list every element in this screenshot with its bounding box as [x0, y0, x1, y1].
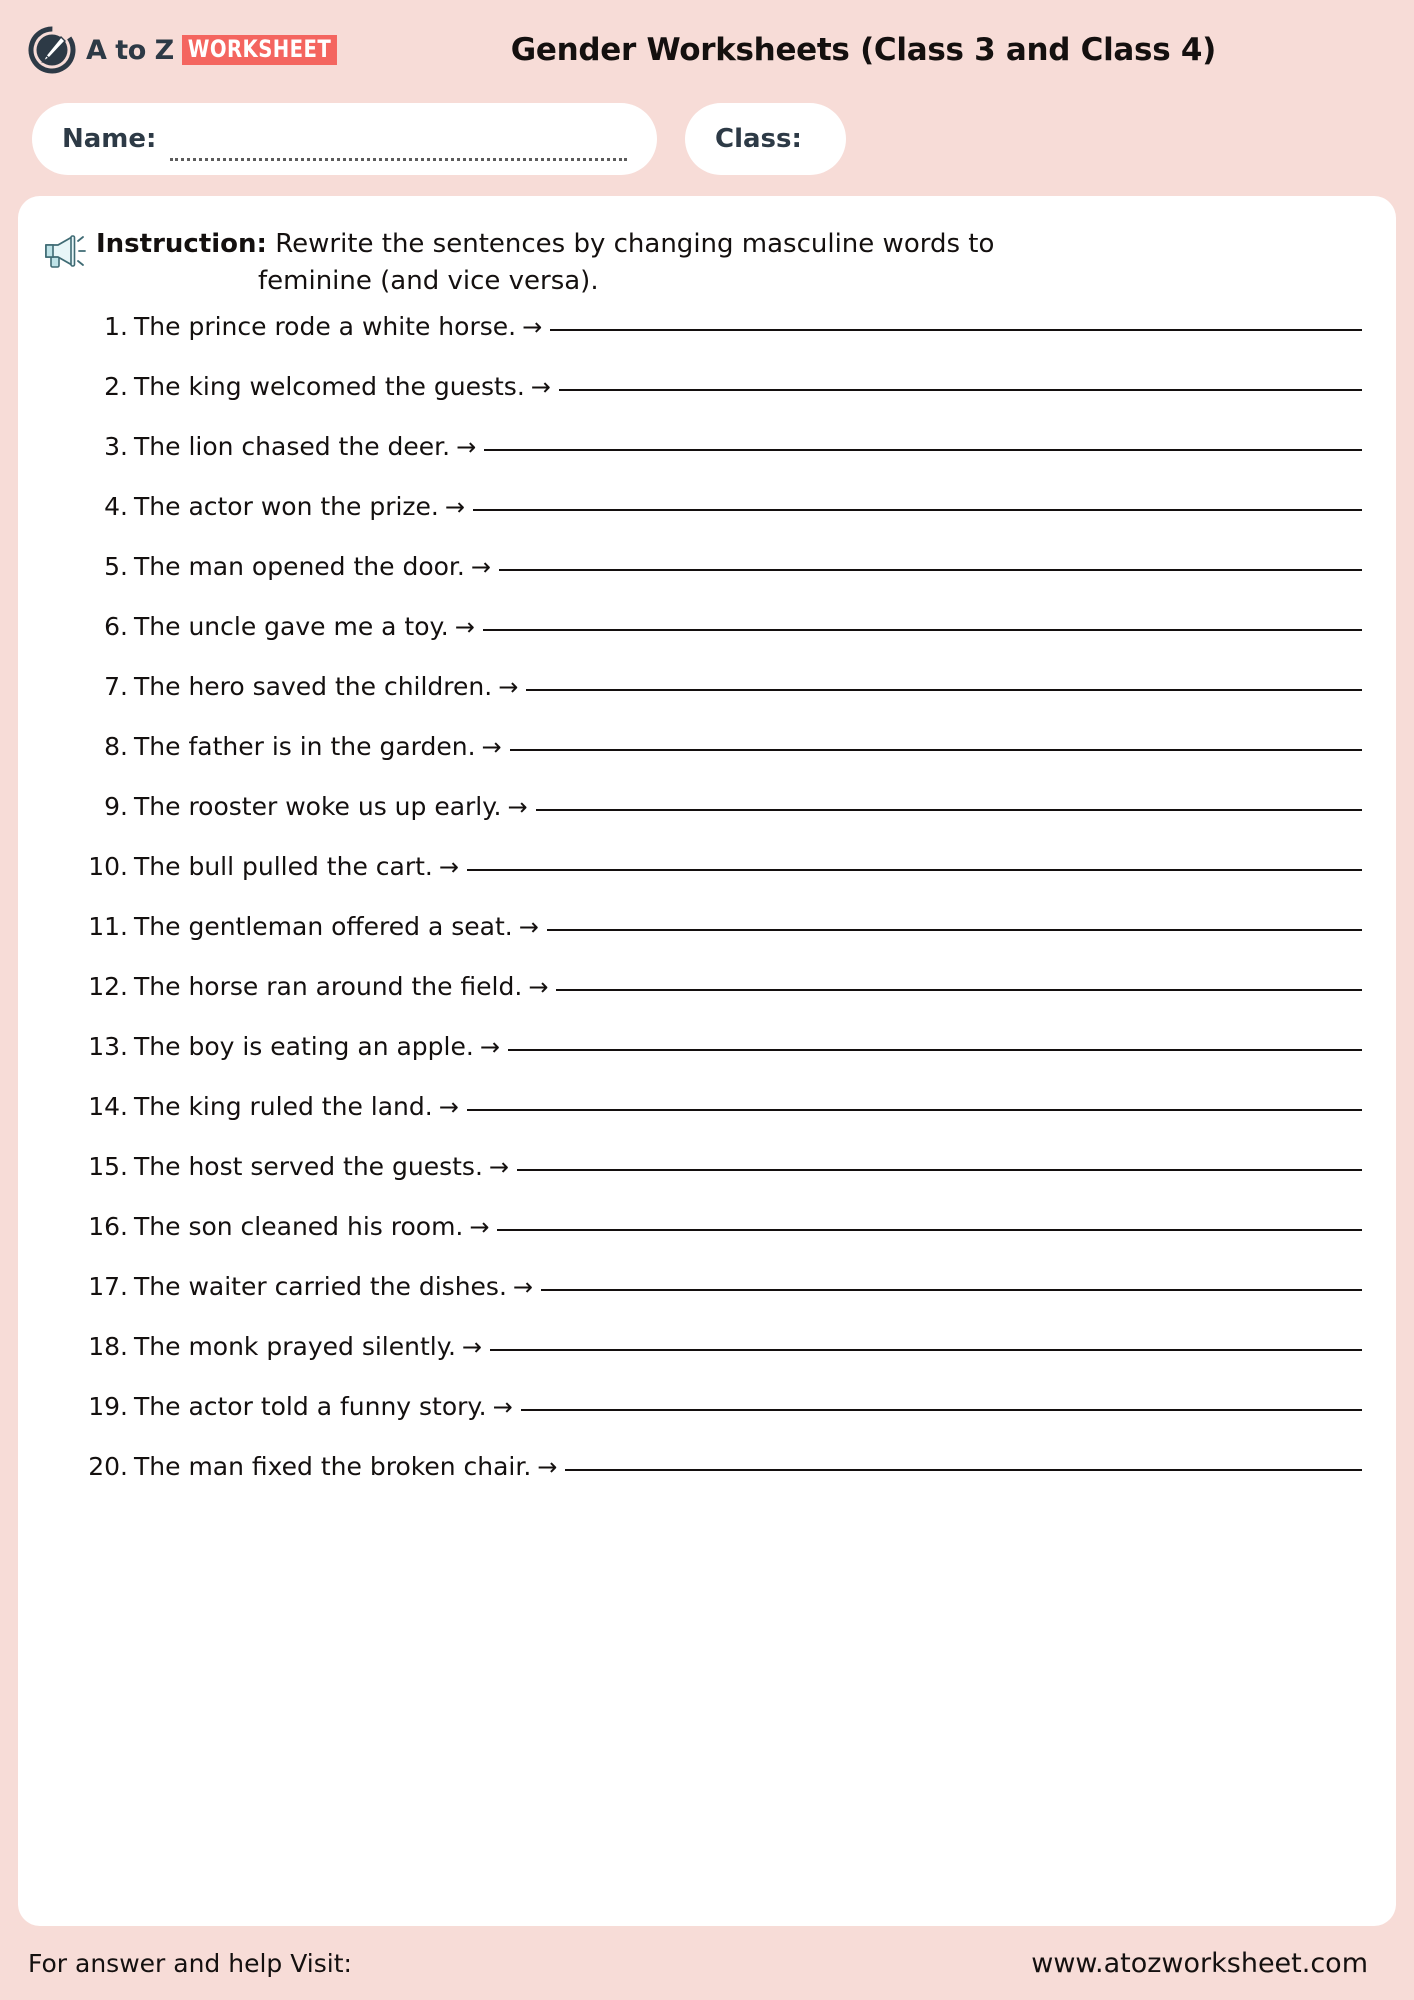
- question-sentence: The boy is eating an apple.: [134, 1031, 474, 1061]
- question-sentence: The king ruled the land.: [134, 1091, 433, 1121]
- answer-blank-line[interactable]: [467, 869, 1362, 871]
- answer-blank-line[interactable]: [490, 1349, 1362, 1351]
- question-row: [72, 1452, 1362, 1512]
- question-sentence: The host served the guests.: [134, 1151, 483, 1181]
- answer-blank-line[interactable]: [499, 569, 1362, 571]
- question-list: [18, 312, 1396, 1512]
- question-number: 18.: [88, 1331, 128, 1361]
- answer-blank-line[interactable]: [521, 1409, 1362, 1411]
- answer-blank-line[interactable]: [517, 1169, 1362, 1171]
- instruction-text: [96, 226, 994, 300]
- arrow-icon: →: [492, 1392, 513, 1421]
- answer-blank-line[interactable]: [497, 1229, 1362, 1231]
- question-row: [72, 1332, 1362, 1392]
- question-number: 10.: [88, 851, 128, 881]
- worksheet-card: [18, 196, 1396, 1926]
- arrow-icon: →: [470, 552, 491, 581]
- question-number: 4.: [104, 491, 128, 521]
- class-field[interactable]: [685, 103, 846, 175]
- question-row: [72, 552, 1362, 612]
- question-row: [72, 1392, 1362, 1452]
- brand-logo: [28, 26, 371, 74]
- answer-blank-line[interactable]: [473, 509, 1362, 511]
- question-number: 2.: [104, 371, 128, 401]
- megaphone-icon: [42, 232, 88, 272]
- question-number: 8.: [104, 731, 128, 761]
- brand-tag: WORKSHEET: [182, 35, 337, 65]
- question-sentence: The gentleman offered a seat.: [134, 911, 513, 941]
- student-info-row: [32, 103, 1382, 175]
- question-sentence: The hero saved the children.: [134, 671, 493, 701]
- question-number: 12.: [88, 971, 128, 1001]
- question-number: 16.: [88, 1211, 128, 1241]
- arrow-icon: →: [522, 312, 543, 341]
- question-sentence: The son cleaned his room.: [134, 1211, 464, 1241]
- answer-blank-line[interactable]: [526, 689, 1362, 691]
- footer-website-link[interactable]: www.atozworksheet.com: [1031, 1947, 1368, 1979]
- arrow-icon: →: [507, 792, 528, 821]
- question-sentence: The actor told a funny story.: [134, 1391, 487, 1421]
- answer-blank-line[interactable]: [510, 749, 1362, 751]
- instruction-label: Instruction:: [96, 229, 267, 259]
- question-row: [72, 312, 1362, 372]
- question-number: 17.: [88, 1271, 128, 1301]
- question-sentence: The horse ran around the field.: [134, 971, 523, 1001]
- question-row: [72, 792, 1362, 852]
- brand-wordmark: [86, 35, 371, 66]
- brand-name: A to Z: [86, 34, 174, 66]
- instruction-block: [18, 196, 1396, 300]
- answer-blank-line[interactable]: [508, 1049, 1362, 1051]
- question-sentence: The uncle gave me a toy.: [134, 611, 449, 641]
- question-number: 5.: [104, 551, 128, 581]
- question-sentence: The waiter carried the dishes.: [134, 1271, 507, 1301]
- question-number: 20.: [88, 1451, 128, 1481]
- pen-circle-logo-icon: [28, 26, 76, 74]
- question-sentence: The bull pulled the cart.: [134, 851, 433, 881]
- question-sentence: The father is in the garden.: [134, 731, 476, 761]
- question-row: [72, 672, 1362, 732]
- arrow-icon: →: [479, 1032, 500, 1061]
- question-row: [72, 732, 1362, 792]
- answer-blank-line[interactable]: [547, 929, 1362, 931]
- arrow-icon: →: [454, 612, 475, 641]
- arrow-icon: →: [488, 1152, 510, 1181]
- arrow-icon: →: [481, 732, 502, 761]
- question-number: 11.: [88, 911, 128, 941]
- question-row: [72, 432, 1362, 492]
- question-row: [72, 1092, 1362, 1152]
- question-number: 13.: [88, 1031, 128, 1061]
- question-sentence: The rooster woke us up early.: [134, 791, 502, 821]
- answer-blank-line[interactable]: [550, 329, 1362, 331]
- answer-blank-line[interactable]: [536, 809, 1362, 811]
- answer-blank-line[interactable]: [484, 449, 1362, 451]
- answer-blank-line[interactable]: [556, 989, 1362, 991]
- page-header: [0, 0, 1414, 100]
- arrow-icon: →: [498, 672, 519, 701]
- question-row: [72, 492, 1362, 552]
- arrow-icon: →: [456, 432, 477, 461]
- question-row: [72, 1152, 1362, 1212]
- question-number: 19.: [88, 1391, 128, 1421]
- arrow-icon: →: [512, 1272, 534, 1301]
- arrow-icon: →: [438, 1092, 459, 1121]
- arrow-icon: →: [444, 492, 465, 521]
- question-number: 1.: [104, 311, 128, 341]
- question-sentence: The man fixed the broken chair.: [134, 1451, 532, 1481]
- arrow-icon: →: [518, 912, 539, 941]
- arrow-icon: →: [469, 1212, 490, 1241]
- question-number: 7.: [104, 671, 128, 701]
- question-row: [72, 912, 1362, 972]
- answer-blank-line[interactable]: [467, 1109, 1362, 1111]
- question-sentence: The man opened the door.: [134, 551, 465, 581]
- arrow-icon: →: [438, 852, 459, 881]
- question-sentence: The monk prayed silently.: [134, 1331, 456, 1361]
- question-sentence: The lion chased the deer.: [134, 431, 451, 461]
- arrow-icon: →: [530, 372, 551, 401]
- question-number: 14.: [88, 1091, 128, 1121]
- footer-help-text: For answer and help Visit:: [28, 1948, 352, 1978]
- arrow-icon: →: [537, 1452, 558, 1481]
- name-field[interactable]: [32, 103, 657, 175]
- question-row: [72, 852, 1362, 912]
- answer-blank-line[interactable]: [541, 1289, 1362, 1291]
- question-sentence: The prince rode a white horse.: [134, 311, 517, 341]
- instruction-line-1: Rewrite the sentences by changing masculine words to: [275, 229, 995, 259]
- arrow-icon: →: [461, 1332, 482, 1361]
- instruction-line-2: feminine (and vice versa).: [258, 265, 599, 296]
- question-row: [72, 372, 1362, 432]
- question-number: 3.: [104, 431, 128, 461]
- name-input-line[interactable]: [170, 139, 627, 161]
- name-label: Name:: [62, 124, 157, 154]
- answer-blank-line[interactable]: [559, 389, 1362, 391]
- question-number: 9.: [104, 791, 128, 821]
- question-sentence: The actor won the prize.: [134, 491, 439, 521]
- question-number: 15.: [88, 1151, 128, 1181]
- question-number: 6.: [104, 611, 128, 641]
- question-sentence: The king welcomed the guests.: [134, 371, 525, 401]
- answer-blank-line[interactable]: [565, 1469, 1362, 1471]
- question-row: [72, 1212, 1362, 1272]
- class-label: Class:: [715, 124, 802, 154]
- arrow-icon: →: [528, 972, 549, 1001]
- question-row: [72, 1272, 1362, 1332]
- question-row: [72, 1032, 1362, 1092]
- page-title: Gender Worksheets (Class 3 and Class 4): [510, 32, 1216, 68]
- page-footer: [0, 1926, 1414, 2000]
- answer-blank-line[interactable]: [483, 629, 1362, 631]
- question-row: [72, 612, 1362, 672]
- question-row: [72, 972, 1362, 1032]
